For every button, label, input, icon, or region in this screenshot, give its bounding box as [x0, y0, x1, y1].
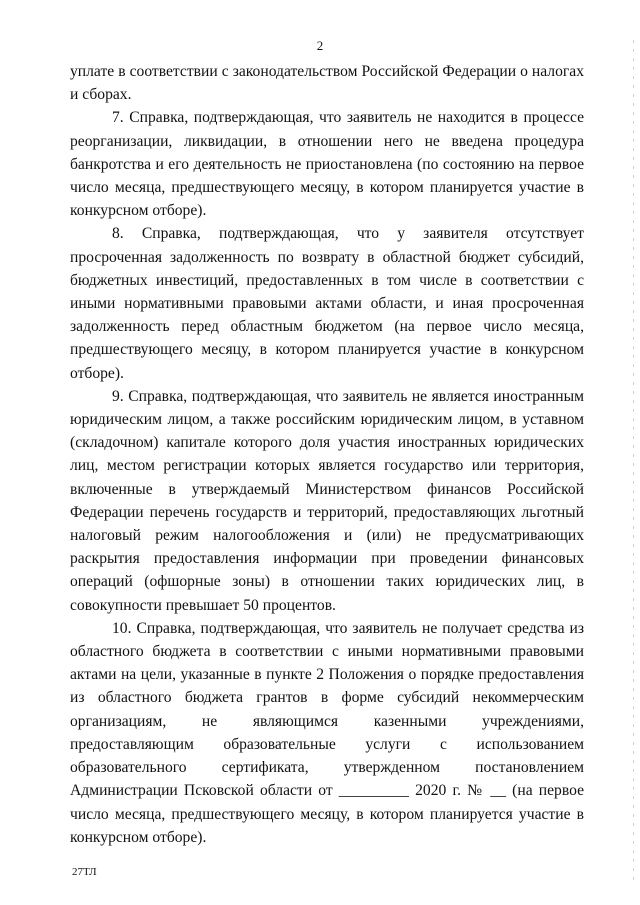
paragraph-continuation: уплате в соответствии с законодательством Российской Федерации о налогах и сборах. — [70, 63, 584, 104]
paragraph-item-7: 7. Справка, подтверждающая, что заявитель не находится в процессе реорганизации, ликвидации, в отношении него не введена процедура банкротства и его деятельность не приостановлена (по состоянию на первое число месяца, предшествующего месяцу, в котором планируется участие в конкурсном отборе). — [70, 109, 584, 220]
paragraph-item-9: 9. Справка, подтверждающая, что заявитель не является иностранным юридическим лицом, а также российским юридическим лицом, в уставном (складочном) капитале которого доля участия иностранных юридических лиц, местом регистрации которых является государство или территория, включенные в утверждаемый Министерством финансов Российской Федерации перечень государств и территорий, предоставляющих льготный налоговый режим налогообложения и (или) не предусматривающих раскрытия предоставления информации при проведении финансовых операций (офшорные зоны) в отношении таких юридических лиц, в совокупности превышает 50 процентов. — [70, 387, 584, 614]
page-number: 2 — [316, 38, 324, 53]
document-body — [70, 60, 584, 849]
scan-edge-artifact — [633, 40, 634, 880]
paragraph-item-8: 8. Справка, подтверждающая, что у заявителя отсутствует просроченная задолженность по возврату в областной бюджет субсидий, бюджетных инвестиций, предоставленных в том числе в соответствии с иными нормативными правовыми актами области, и иная просроченная задолженность перед областным бюджетом (на первое число месяца, предшествующего месяцу, в котором планируется участие в конкурсном отборе). — [70, 225, 584, 382]
paragraph-item-10: 10. Справка, подтверждающая, что заявитель не получает средства из областного бюджета в соответствии с иными нормативными правовыми актами на цели, указанные в пункте 2 Положения о порядке предоставления из областного бюджета грантов в форме субсидий некоммерческим организациям, не являющимся казенными учреждениями, предоставляющим образовательные услуги с использованием образовательного сертификата, утвержденном постановлением Администрации Псковской области от _________ 2020 г. № __ (на первое число месяца, предшествующего месяцу, в котором планируется участие в конкурсном отборе). — [70, 619, 584, 846]
footer-document-code: 27ТЛ — [72, 866, 97, 878]
